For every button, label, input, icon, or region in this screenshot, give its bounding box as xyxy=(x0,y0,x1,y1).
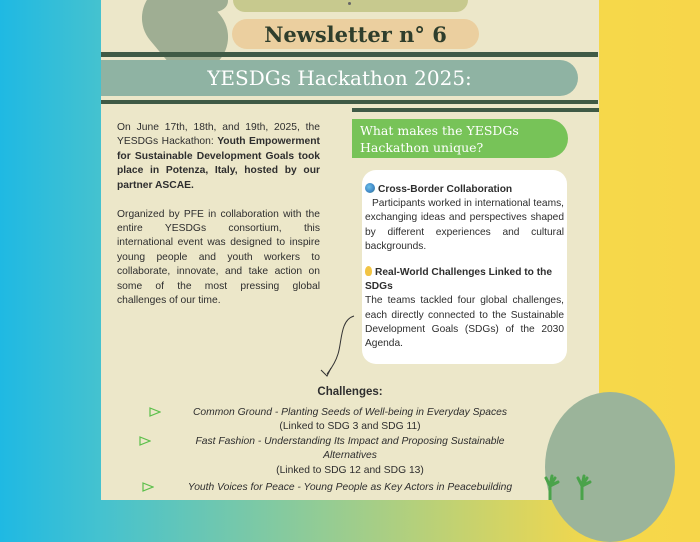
curved-arrow-icon xyxy=(318,312,358,382)
globe-icon xyxy=(365,183,375,193)
lightbulb-icon xyxy=(365,266,372,276)
divider-bar xyxy=(101,52,598,57)
card-item-body: Participants worked in international teams, exchanging ideas and perspectives shaped by different experiences and cultural backgrounds. xyxy=(365,198,564,252)
banner-title: YESDGs Hackathon 2025: xyxy=(101,60,578,96)
challenge-sdg-link: (Linked to SDG 3 and SDG 11) xyxy=(279,421,421,432)
challenge-title: Youth Voices for Peace - Young People as Key Actors in Peacebuilding xyxy=(187,482,513,493)
challenges-title: Challenges: xyxy=(317,386,383,398)
challenge-sdg-link: (Linked to SDG 12 and SDG 13) xyxy=(276,465,424,476)
challenge-title-continued: Alternatives xyxy=(323,450,377,461)
card-item-heading: Cross-Border Collaboration xyxy=(365,183,564,197)
intro-paragraph-1: On June 17th, 18th, and 19th, 2025, the YESDGs Hackathon: Youth Empowerment for Sustainable Development Goals took place in Potenza, Italy, hosted by our partner ASCAE. xyxy=(117,122,320,191)
divider-bar-short xyxy=(352,108,599,112)
intro-text xyxy=(117,121,320,323)
intro-paragraph-2: Organized by PFE in collaboration with the entire YESDGs consortium, this international event was designed to inspire young people and youth workers to collaborate, innovate, and take action on some of the most pressing global challenges of our time. xyxy=(117,208,320,306)
card-item-heading: Real-World Challenges Linked to the SDGs xyxy=(365,267,552,293)
divider-bar xyxy=(101,100,598,104)
challenge-title: Common Ground - Planting Seeds of Well-being in Everyday Spaces xyxy=(192,407,508,418)
unique-card xyxy=(362,170,567,364)
top-dot xyxy=(348,2,351,5)
unique-heading: What makes the YESDGs Hackathon unique? xyxy=(352,119,568,158)
challenge-title: Fast Fashion - Understanding Its Impact and Proposing Sustainable xyxy=(195,436,505,447)
card-item-body: The teams tackled four global challenges, each directly connected to the Sustainable Development Goals (SDGs) of the 2030 Agenda. xyxy=(365,295,564,350)
newsletter-number: Newsletter n° 6 xyxy=(232,19,479,49)
